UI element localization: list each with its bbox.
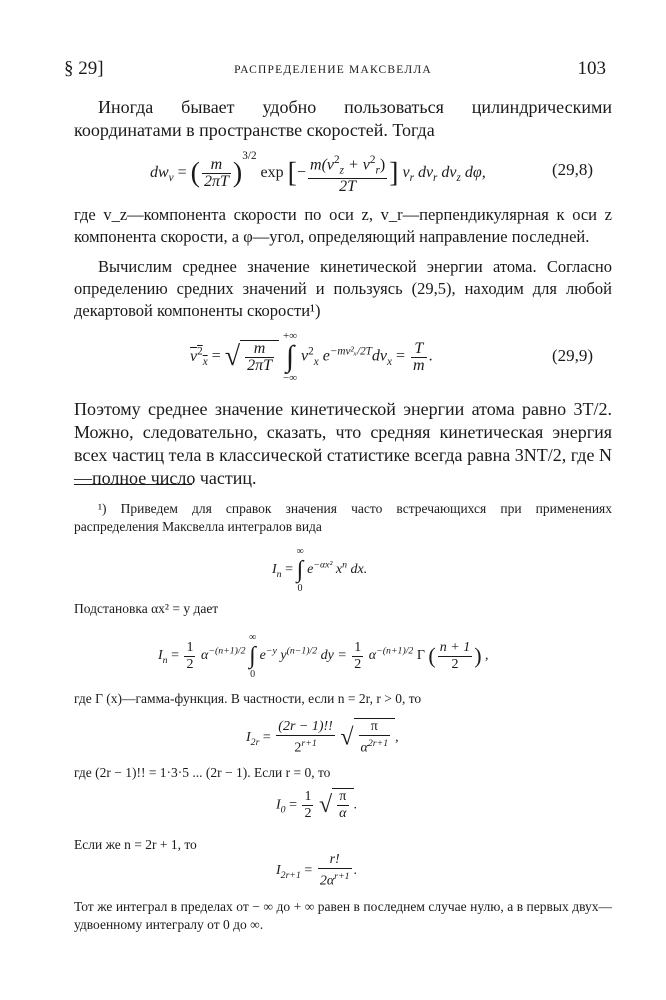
footnote-gamma: где Γ (x)—гамма-функция. В частности, если n = 2r, r > 0, то — [74, 691, 422, 706]
integrand-e: e — [318, 347, 330, 365]
footnote-closing: Тот же интеграл в пределах от − ∞ до + ∞ равен в последнем случае нулю, а в первых двух—удвоенному интегралу от 0 до ∞. — [74, 899, 612, 932]
c-lhs: I — [246, 730, 251, 746]
e-lhs: I — [276, 863, 281, 879]
sqrt-body — [240, 340, 279, 374]
b-half-num: 1 — [186, 639, 194, 655]
d-lhs-sub: 0 — [280, 804, 286, 816]
exp-den: 2T — [339, 178, 357, 196]
a-lhs: I — [272, 562, 277, 578]
footnote-eq-b — [158, 632, 489, 680]
equation-29-9 — [190, 330, 433, 384]
c-lhs-sub: 2r — [250, 736, 260, 748]
eq-sign: = — [173, 164, 191, 181]
footnote-eq-d — [276, 788, 357, 822]
section-marker: § 29] — [64, 58, 104, 79]
equation-29-8: $dw_v$ = ( $\frac{m}{2\pi T}$ )$^{3/2}$ exp [− $\frac{m(v^2_z + v^2_r)}{2T}$ ] $v_r$ $dv_r$ $dv_z$ dφ, — [150, 150, 486, 196]
exp-num-sub2: r — [375, 164, 380, 177]
c-root-den-sup: 2r+1 — [367, 738, 389, 749]
d-end: . — [353, 797, 358, 813]
running-title: РАСПРЕДЕЛЕНИЕ МАКСВЕЛЛА — [234, 64, 432, 76]
a-lhs-sub: n — [276, 569, 282, 581]
int-upper: +∞ — [283, 330, 298, 342]
b-y: y — [276, 648, 287, 664]
b-e-sup: −y — [265, 645, 277, 657]
d-sqrt — [332, 788, 353, 822]
c-den-sup: r+1 — [301, 738, 317, 749]
b-g-num: n + 1 — [439, 639, 471, 655]
b-alpha: α — [197, 648, 209, 664]
d-frac — [302, 789, 313, 822]
a-int-upper: ∞ — [296, 546, 304, 557]
res-den: m — [413, 356, 425, 374]
tail-v-sub: r — [409, 172, 414, 185]
root-den: 2πT — [247, 356, 272, 374]
c-eq: = — [259, 730, 275, 746]
e-den: 2α — [319, 873, 335, 889]
d-root-num: π — [337, 789, 348, 806]
tail-dvr-sub: r — [433, 172, 438, 185]
frac-num: m — [210, 155, 223, 173]
tail-dvr: dv — [413, 164, 434, 181]
b-half2 — [352, 640, 363, 673]
b-int-upper: ∞ — [249, 632, 257, 643]
e-eq: = — [300, 863, 316, 879]
b-end: , — [481, 648, 489, 664]
frac-m-2piT — [202, 157, 231, 190]
b-lhs-sub: n — [162, 655, 168, 667]
b-eq: = — [167, 648, 183, 664]
a-x-sup: n — [342, 559, 348, 571]
exp-num-sub1: z — [339, 164, 344, 177]
exp-num-mid: + v — [343, 155, 370, 173]
footnote-rule — [74, 484, 192, 485]
sqrt-icon: √ — [318, 792, 333, 818]
a-integral — [296, 546, 303, 594]
footnote-double-factorial: где (2r − 1)!! = 1·3·5 ... (2r − 1). Если r = 0, то — [74, 765, 331, 780]
e-den-sup: r+1 — [334, 871, 350, 882]
integrand-exp: −mv²ₓ/2T — [329, 345, 372, 358]
b-half2-den: 2 — [354, 656, 362, 672]
lhs-v-sup: 2 — [197, 345, 203, 358]
eq-lhs: dw — [150, 164, 169, 181]
exp-num-end: ) — [379, 155, 386, 173]
exp-frac — [308, 152, 387, 196]
c-end: , — [395, 730, 399, 746]
paragraph-4: Поэтому среднее значение кинетической энергии атома равно 3T/2. Можно, следовательно, сказать, что средняя кинетическая энергия всех частиц тела в классической статистике всегда равна 3NT/2, где N—полное число частиц. — [74, 399, 612, 488]
integral-icon: ∫ — [285, 340, 295, 373]
exp-word: exp — [260, 164, 288, 181]
c-frac — [276, 719, 335, 757]
footnote-eq-a — [272, 546, 367, 594]
footnote-odd-case: Если же n = 2r + 1, то — [74, 837, 197, 852]
paren-open: ( — [190, 157, 200, 189]
eq-sign-2: = — [391, 347, 409, 365]
tail-v: v — [402, 164, 410, 181]
d-num: 1 — [304, 789, 312, 804]
a-eq: = — [281, 562, 297, 578]
integral-icon: ∫ — [296, 557, 304, 583]
integrand-sub: x — [313, 355, 319, 368]
eq-end: . — [428, 347, 433, 365]
e-end: . — [353, 863, 357, 879]
paragraph-1: Иногда бывает удобно пользоваться цилиндрическими координатами в пространстве скоростей. Тогда — [74, 97, 612, 140]
dvx: dv — [371, 347, 387, 365]
power-3-2: 3/2 — [242, 150, 257, 162]
d-lhs: I — [276, 797, 281, 813]
eq-lhs-sub: v — [168, 172, 174, 185]
b-e: e — [259, 648, 266, 664]
b-gamma-frac — [438, 640, 472, 673]
a-x: x — [332, 562, 343, 578]
e-lhs-sub: 2r+1 — [280, 869, 301, 881]
b-dy: dy = — [317, 648, 351, 664]
b-alpha-sup: −(n+1)/2 — [208, 645, 246, 657]
d-root-frac — [337, 789, 348, 822]
eq-label-29-9: (29,9) — [552, 346, 594, 365]
b-g-den: 2 — [451, 656, 459, 672]
exp-num-sup1: 2 — [334, 153, 340, 166]
paren-close: ) — [232, 157, 243, 189]
tail-dphi: dφ, — [460, 164, 486, 181]
eq-sign-1: = — [207, 347, 225, 365]
root-num: m — [253, 339, 266, 357]
tail-dvz: dv — [437, 164, 457, 181]
result-frac — [411, 341, 427, 374]
c-sqrt — [354, 718, 396, 757]
paragraph-2: где v_z—компонента скорости по оси z, v_r—перпендикулярная к оси z компонента скорости, а φ—угол, определяющий направление последней. — [74, 205, 612, 246]
bracket-open: [ — [287, 157, 297, 189]
lhs-v-sub: x — [202, 355, 208, 368]
footnote-intro: ¹) Приведем для справок значения часто встречающихся при применениях распределения Максвелла интегралов вида — [74, 501, 612, 534]
dvx-sub: x — [387, 355, 392, 368]
integrand-sup: 2 — [308, 345, 314, 358]
a-e-sup: −αx² — [313, 559, 333, 571]
root-frac — [245, 341, 274, 374]
b-half — [184, 640, 195, 673]
footnote-substitution: Подстановка αx² = y дает — [74, 601, 219, 616]
d-den: 2 — [304, 806, 312, 821]
res-num: T — [414, 339, 424, 357]
bracket-close: ] — [389, 157, 399, 189]
b-int-lower: 0 — [250, 669, 256, 680]
exp-num-a: m(v — [310, 155, 334, 173]
c-num: (2r − 1)!! — [278, 719, 333, 734]
c-den: 2 — [294, 740, 302, 756]
a-dx: dx. — [347, 562, 368, 578]
d-root-den: α — [339, 806, 347, 821]
c-root-num: π — [359, 719, 391, 736]
integrand-v: v — [301, 347, 309, 365]
page-number: 103 — [577, 58, 606, 79]
integral-icon: ∫ — [249, 643, 256, 669]
sqrt-icon: √ — [340, 724, 354, 751]
e-frac — [318, 852, 352, 890]
b-paren-close: ) — [474, 643, 482, 668]
a-e: e — [307, 562, 314, 578]
a-int-lower: 0 — [297, 583, 303, 594]
b-half-den: 2 — [186, 656, 194, 672]
paragraph-3: Вычислим среднее значение кинетической энергии атома. Согласно определению средних значений и пользуясь (29,5), находим для любой декартовой компоненты скорости¹) — [74, 257, 612, 320]
b-lhs: I — [158, 648, 163, 664]
c-root-den: α — [360, 740, 368, 756]
b-integral — [249, 632, 256, 680]
int-lower: −∞ — [283, 372, 298, 384]
sqrt-icon: √ — [224, 341, 241, 372]
d-eq: = — [285, 797, 301, 813]
lhs-v: v — [190, 347, 198, 365]
footnote-eq-e — [276, 852, 357, 890]
footnote-eq-a-text — [0, 0, 1, 1]
b-paren-open: ( — [428, 643, 436, 668]
frac-den: 2πT — [204, 172, 229, 190]
b-half2-num: 1 — [354, 639, 362, 655]
e-num: r! — [329, 852, 340, 867]
footnote-eq-c — [246, 718, 399, 757]
tail-dvz-sub: z — [456, 172, 461, 185]
integral — [283, 330, 297, 384]
b-alpha2: α — [365, 648, 377, 664]
eq-label-29-8: (29,8) — [552, 160, 594, 179]
exp-num-sup2: 2 — [369, 153, 376, 166]
b-gamma: Γ — [413, 648, 429, 664]
b-alpha2-sup: −(n+1)/2 — [376, 645, 414, 657]
c-root-frac — [359, 719, 391, 757]
b-y-sup: (n−1)/2 — [286, 645, 318, 657]
